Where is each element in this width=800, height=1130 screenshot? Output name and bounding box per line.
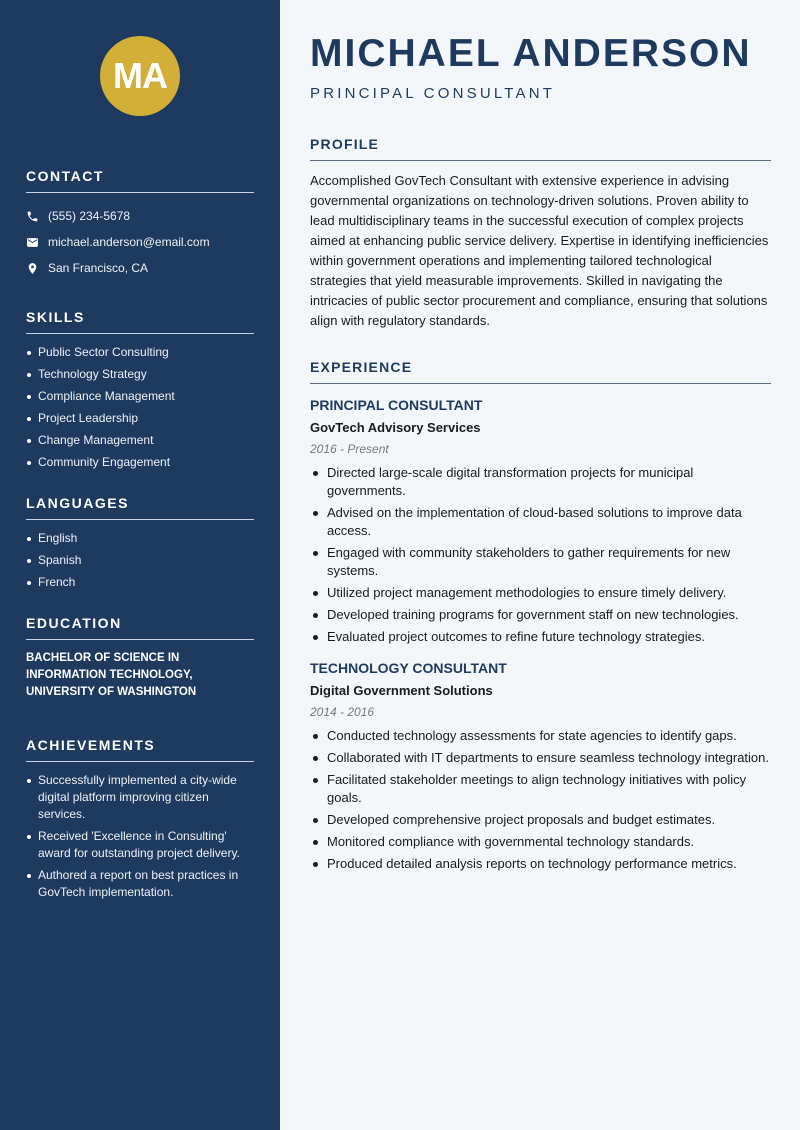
sidebar: [0, 0, 280, 1130]
skill-item: Community Engagement: [26, 454, 254, 471]
phone-text: (555) 234-5678: [48, 209, 131, 223]
profile-heading: PROFILE: [310, 136, 771, 161]
contact-phone: [26, 203, 254, 229]
job-dates: 2016 - Present: [310, 442, 389, 456]
language-item: French: [26, 574, 254, 591]
skill-item: Public Sector Consulting: [26, 344, 254, 361]
location-text: San Francisco, CA: [48, 261, 149, 275]
education-heading: EDUCATION: [26, 615, 254, 640]
location-pin-icon: [26, 262, 39, 275]
job-bullet: Evaluated project outcomes to refine future technology strategies.: [310, 628, 771, 646]
skill-item: Project Leadership: [26, 410, 254, 427]
job-bullet: Monitored compliance with governmental technology standards.: [310, 833, 771, 851]
contact-heading: CONTACT: [26, 168, 254, 193]
job-bullet: Developed comprehensive project proposals and budget estimates.: [310, 811, 771, 829]
candidate-name: MICHAEL ANDERSON: [310, 32, 752, 75]
job-title: TECHNOLOGY CONSULTANT: [310, 660, 507, 676]
job-title: PRINCIPAL CONSULTANT: [310, 397, 483, 413]
skills-heading: SKILLS: [26, 309, 254, 334]
achievement-item: Authored a report on best practices in GovTech implementation.: [26, 867, 254, 901]
skills-section: [26, 309, 254, 471]
main-content: [310, 0, 771, 877]
achievement-item: Successfully implemented a city-wide digital platform improving citizen services.: [26, 772, 254, 823]
achievements-heading: ACHIEVEMENTS: [26, 737, 254, 762]
education-section: [26, 615, 254, 701]
education-degree: BACHELOR OF SCIENCE IN INFORMATION TECHNOLOGY, UNIVERSITY OF WASHINGTON: [26, 652, 197, 698]
job-bullet: Directed large-scale digital transformation projects for municipal governments.: [310, 464, 771, 500]
job-company: GovTech Advisory Services: [310, 420, 481, 435]
candidate-title: PRINCIPAL CONSULTANT: [310, 85, 556, 102]
email-icon: [26, 236, 39, 249]
experience-heading: EXPERIENCE: [310, 359, 771, 384]
language-item: English: [26, 530, 254, 547]
job-entry: [310, 660, 771, 873]
languages-section: [26, 495, 254, 591]
job-bullet: Developed training programs for government staff on new technologies.: [310, 606, 771, 624]
job-bullet: Produced detailed analysis reports on technology performance metrics.: [310, 855, 771, 873]
job-bullet: Engaged with community stakeholders to gather requirements for new systems.: [310, 544, 771, 580]
email-text[interactable]: michael.anderson@email.com: [48, 235, 210, 249]
skill-item: Change Management: [26, 432, 254, 449]
language-item: Spanish: [26, 552, 254, 569]
achievement-item: Received 'Excellence in Consulting' award for outstanding project delivery.: [26, 828, 254, 862]
job-dates: 2014 - 2016: [310, 705, 375, 719]
skill-item: Compliance Management: [26, 388, 254, 405]
job-bullet: Advised on the implementation of cloud-based solutions to improve data access.: [310, 504, 771, 540]
job-bullet: Collaborated with IT departments to ensure seamless technology integration.: [310, 749, 771, 767]
job-company: Digital Government Solutions: [310, 683, 493, 698]
contact-email: [26, 229, 254, 255]
job-bullet: Facilitated stakeholder meetings to align technology initiatives with policy goals.: [310, 771, 771, 807]
contact-section: [26, 168, 254, 281]
skill-item: Technology Strategy: [26, 366, 254, 383]
achievements-section: [26, 737, 254, 901]
languages-heading: LANGUAGES: [26, 495, 254, 520]
contact-location: [26, 255, 254, 281]
profile-text: Accomplished GovTech Consultant with extensive experience in advising governmental organizations on technology-driven solutions. Proven ability to lead multidisciplinary teams in the successful execution of complex projects aimed at enhancing public service delivery. Expertise in identifying inefficiencies within government operations and implementing tailored technological strategies that yield measurable improvements. Skilled in navigating the intricacies of public sector procurement and compliance, ensuring that solutions align with regulatory standards.: [310, 173, 769, 328]
job-bullet: Utilized project management methodologies to ensure timely delivery.: [310, 584, 771, 602]
avatar: MA: [100, 36, 180, 116]
job-entry: [310, 397, 771, 646]
job-bullet: Conducted technology assessments for state agencies to identify gaps.: [310, 727, 771, 745]
phone-icon: [26, 210, 39, 223]
